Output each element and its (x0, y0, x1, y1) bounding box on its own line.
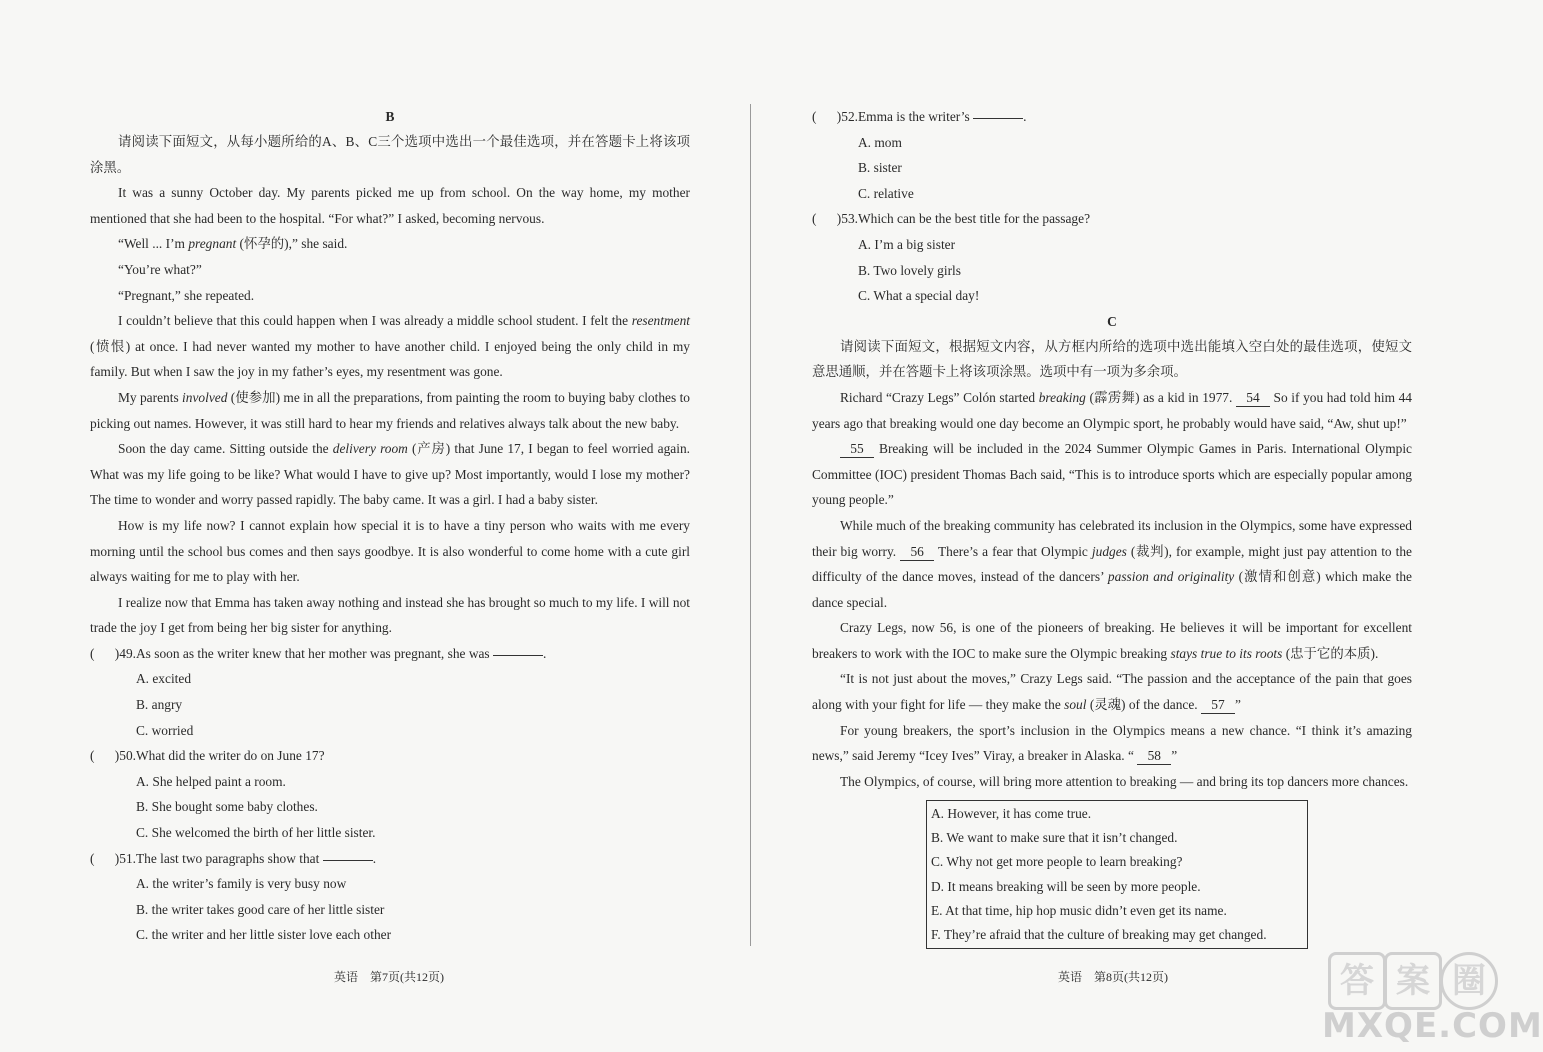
option-b[interactable]: B. angry (136, 697, 183, 713)
question-49: ( )49. As soon as the writer knew that her mother was pregnant, she was . (90, 641, 690, 667)
option-c[interactable]: C. worried (136, 722, 194, 738)
left-page (90, 104, 690, 948)
box-option-a: A. However, it has come true. (931, 806, 1092, 821)
passage-paragraph: How is my life now? I cannot explain how special it is to have a tiny person who waits with me every morning until the school bus comes and then says goodbye. It is also wonderful to come home with a cute girl always waiting for me to play with her. (90, 517, 690, 585)
answer-paren[interactable]: ( (90, 850, 95, 866)
page-divider (750, 104, 751, 946)
answer-blank (323, 852, 373, 861)
answer-paren[interactable]: ( (90, 748, 95, 764)
option-a[interactable]: A. I’m a big sister (858, 236, 956, 252)
passage-paragraph: It was a sunny October day. My parents picked me up from school. On the way home, my mother mentioned that she had been to the hospital. “For what?” I asked, becoming nervous. (90, 185, 690, 226)
question-53: ( )53. Which can be the best title for the passage? (812, 206, 1412, 232)
option-a[interactable]: A. mom (858, 134, 902, 150)
watermark-text: MXQE.COM (1322, 1006, 1543, 1046)
watermark-mark: 圈 (1440, 952, 1498, 1010)
page-footer-right: 英语 第8页(共12页) (1058, 970, 1168, 984)
blank-54[interactable]: 54 (1236, 390, 1270, 407)
instructions-b: 请阅读下面短文，从每小题所给的A、B、C三个选项中选出一个最佳选项，并在答题卡上将该项涂黑。 (90, 134, 690, 175)
answer-paren[interactable]: ( (812, 211, 817, 227)
box-option-d: D. It means breaking will be seen by more people. (931, 878, 1201, 894)
options-box (926, 800, 1308, 949)
options-52 (812, 130, 1412, 207)
answer-paren[interactable]: ( (812, 109, 817, 124)
watermark-mark: 答 (1328, 952, 1386, 1010)
option-b[interactable]: B. the writer takes good care of her little sister (136, 901, 385, 917)
passage-paragraph: While much of the breaking community has celebrated its inclusion in the Olympics, some have expressed their big worry. 56 There’s a fear that Olympic judges (裁判), for example, might just pay attention to the difficulty of the dance moves, instead of the dancers’ passion and originality (激情和创意) which make the dance special. (812, 517, 1412, 610)
option-b[interactable]: B. sister (858, 160, 902, 176)
option-c[interactable]: C. What a special day! (858, 288, 980, 304)
options-53 (812, 232, 1412, 309)
option-c[interactable]: C. relative (858, 185, 914, 201)
right-page (812, 104, 1412, 794)
passage-paragraph: “It is not just about the moves,” Crazy Legs said. “The passion and the acceptance of the pain that goes along with your fight for life — they make the soul (灵魂) of the dance. 57 ” (812, 671, 1412, 713)
box-option-c: C. Why not get more people to learn breaking? (931, 854, 1183, 870)
question-50: ( )50. What did the writer do on June 17? (90, 743, 690, 769)
question-51: ( )51. The last two paragraphs show that . (90, 846, 690, 872)
passage-paragraph: I realize now that Emma has taken away nothing and instead she has brought so much to my life. I will not trade the joy I get from being her big sister for anything. (90, 594, 690, 636)
answer-blank (493, 647, 543, 656)
blank-58[interactable]: 58 (1137, 748, 1171, 765)
section-title-b: B (385, 109, 395, 124)
passage-paragraph: 55 Breaking will be included in the 2024 Summer Olympic Games in Paris. International Olympic Committee (IOC) president Thomas Bach said, “This is to introduce sports which are especially popular among young people.” (812, 441, 1412, 508)
passage-paragraph: I couldn’t believe that this could happen when I was already a middle school student. I felt the resentment (愤恨) at once. I had never wanted my mother to have another child. I enjoyed being the only child in my family. But when I saw the joy in my father’s eyes, my resentment was gone. (90, 313, 690, 380)
blank-57[interactable]: 57 (1201, 697, 1235, 714)
passage-paragraph: For young breakers, the sport’s inclusion in the Olympics means a new chance. “I think it’s amazing news,” said Jeremy “Icey Ives” Viray, a breaker in Alaska. “ 58 ” (812, 722, 1412, 764)
box-option-b: B. We want to make sure that it isn’t changed. (931, 830, 1178, 846)
options-50 (90, 769, 690, 846)
watermark-mark: 案 (1384, 952, 1442, 1010)
blank-55[interactable]: 55 (840, 441, 874, 458)
passage-paragraph: Richard “Crazy Legs” Colón started breaking (霹雳舞) as a kid in 1977. 54 So if you had told him 44 years ago that breaking would one day become an Olympic sport, he probably would have said, “Aw, shut up!” (812, 389, 1412, 431)
passage-paragraph: My parents involved (使参加) me in all the preparations, from painting the room to buying baby clothes to picking out names. However, it was still hard to hear my friends and relatives always talk about the new baby. (90, 389, 690, 431)
question-52: ( )52. Emma is the writer’s . (812, 104, 1412, 130)
option-a[interactable]: A. She helped paint a room. (136, 773, 286, 789)
page-footer-left: 英语 第7页(共12页) (334, 970, 444, 984)
option-a[interactable]: A. excited (136, 671, 192, 687)
passage-paragraph: Crazy Legs, now 56, is one of the pioneers of breaking. He believes it will be important for excellent breakers to work with the IOC to make sure the Olympic breaking stays true to its roots (忠于它的本质). (812, 620, 1412, 661)
instructions-c: 请阅读下面短文，根据短文内容，从方框内所给的选项中选出能填入空白处的最佳选项，使短文意思通顺，并在答题卡上将该项涂黑。选项中有一项为多余项。 (812, 338, 1412, 380)
option-c[interactable]: C. She welcomed the birth of her little sister. (136, 825, 376, 841)
section-title-c: C (1107, 313, 1117, 329)
blank-56[interactable]: 56 (900, 544, 934, 561)
option-c[interactable]: C. the writer and her little sister love each other (136, 927, 392, 943)
option-b[interactable]: B. She bought some baby clothes. (136, 799, 318, 815)
passage-paragraph: Soon the day came. Sitting outside the delivery room (产房) that June 17, I began to feel worried again. What was my life going to be like? What would I have to give up? Most importantly, would I lose my mother? The time to wonder and worry passed rapidly. The baby came. It was a girl. I had a baby sister. (90, 441, 690, 508)
answer-blank (973, 110, 1023, 119)
passage-paragraph: The Olympics, of course, will bring more attention to breaking — and bring its top dancers more chances. (840, 773, 1409, 789)
options-49 (90, 666, 690, 743)
passage-paragraph: “Well ... I’m pregnant (怀孕的),” she said. (118, 236, 348, 252)
answer-paren[interactable]: ( (90, 645, 95, 661)
box-option-e: E. At that time, hip hop music didn’t even get its name. (931, 902, 1227, 918)
option-b[interactable]: B. Two lovely girls (858, 262, 961, 278)
option-a[interactable]: A. the writer’s family is very busy now (136, 876, 347, 892)
options-51 (90, 871, 690, 948)
passage-paragraph: “You’re what?” (118, 261, 202, 277)
watermark-logo (1322, 950, 1543, 1052)
passage-paragraph: “Pregnant,” she repeated. (118, 287, 255, 303)
box-option-f: F. They’re afraid that the culture of breaking may get changed. (931, 927, 1267, 943)
